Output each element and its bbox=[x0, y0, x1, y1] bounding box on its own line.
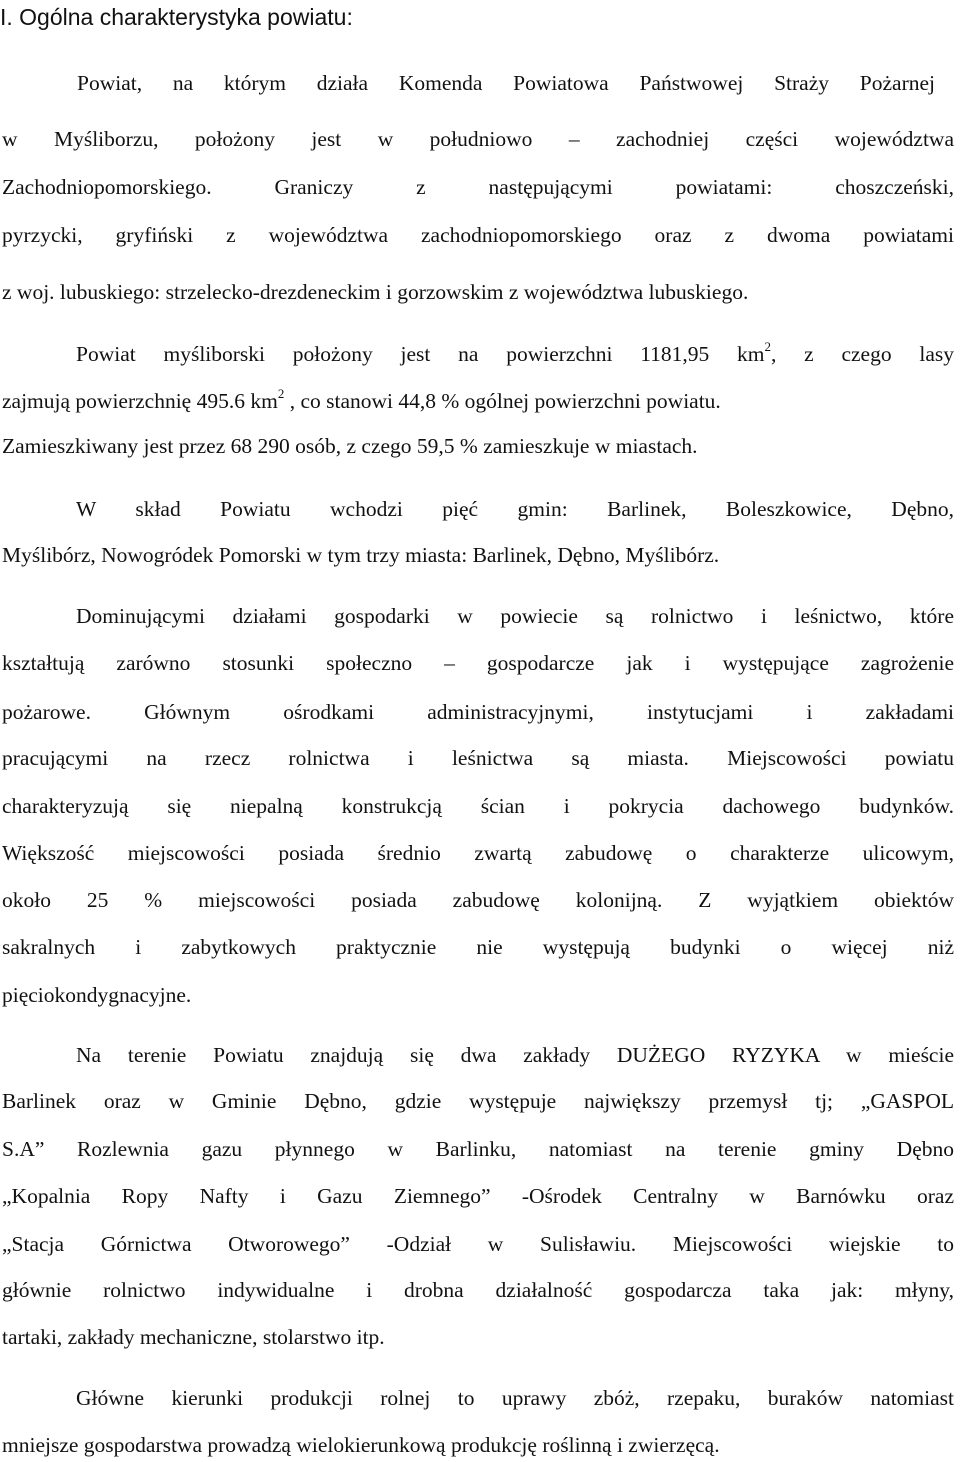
p3-line-2: Myślibórz, Nowogródek Pomorski w tym trzy miasta: Barlinek, Dębno, Myślibórz. bbox=[2, 543, 720, 567]
p6-line-2: mniejsze gospodarstwa prowadzą wielokierunkową produkcję roślinną i zwierzęcą. bbox=[2, 1433, 720, 1457]
p2-line-2-tail: , co stanowi 44,8 % ogólnej powierzchni powiatu. bbox=[284, 389, 721, 413]
p2-line-2-text: zajmują powierzchnię 495.6 km bbox=[2, 389, 278, 413]
p1-line-4: pyrzycki, gryfiński z województwa zachodniopomorskiego oraz z dwoma powiatami bbox=[2, 223, 954, 247]
p5-line-3: S.A” Rozlewnia gazu płynnego w Barlinku, natomiast na terenie gminy Dębno bbox=[2, 1137, 954, 1161]
p4-line-3: pożarowe. Głównym ośrodkami administracyjnymi, instytucjami i zakładami bbox=[2, 700, 954, 724]
p5-line-5: „Stacja Górnictwa Otworowego” -Odział w Sulisławiu. Miejscowości wiejskie to bbox=[2, 1232, 954, 1256]
p1-line-5: z woj. lubuskiego: strzelecko-drezdeneckim i gorzowskim z województwa lubuskiego. bbox=[2, 280, 749, 304]
p5-line-1: Na terenie Powiatu znajdują się dwa zakłady DUŻEGO RYZYKA w mieście bbox=[76, 1043, 954, 1067]
p2-line-3: Zamieszkiwany jest przez 68 290 osób, z czego 59,5 % zamieszkuje w miastach. bbox=[2, 434, 698, 458]
p5-line-6: głównie rolnictwo indywidualne i drobna działalność gospodarcza taka jak: młyny, bbox=[2, 1278, 954, 1302]
p1-line-2: w Myśliborzu, położony jest w południowo – zachodniej części województwa bbox=[2, 127, 954, 151]
p4-line-8: sakralnych i zabytkowych praktycznie nie występują budynki o więcej niż bbox=[2, 935, 954, 959]
p1-line-1: Powiat, na którym działa Komenda Powiatowa Państwowej Straży Pożarnej bbox=[77, 71, 935, 95]
p2-line-1 bbox=[76, 339, 954, 369]
p6-line-1: Główne kierunki produkcji rolnej to uprawy zbóż, rzepaku, buraków natomiast bbox=[76, 1386, 954, 1410]
p2-line-1-tail: , z czego lasy bbox=[771, 342, 954, 366]
p4-line-2: kształtują zarówno stosunki społeczno – gospodarcze jak i występujące zagrożenie bbox=[2, 651, 954, 675]
p4-line-5: charakteryzują się niepalną konstrukcją ścian i pokrycia dachowego budynków. bbox=[2, 794, 954, 818]
p4-line-6: Większość miejscowości posiada średnio zwartą zabudowę o charakterze ulicowym, bbox=[2, 841, 954, 865]
p5-line-7: tartaki, zakłady mechaniczne, stolarstwo itp. bbox=[2, 1325, 385, 1349]
p1-line-3: Zachodniopomorskiego. Graniczy z następującymi powiatami: choszczeński, bbox=[2, 175, 954, 199]
p5-line-2: Barlinek oraz w Gminie Dębno, gdzie występuje największy przemysł tj; „GASPOL bbox=[2, 1089, 954, 1113]
p4-line-7: około 25 % miejscowości posiada zabudowę kolonijną. Z wyjątkiem obiektów bbox=[2, 888, 954, 912]
p4-line-4: pracującymi na rzecz rolnictwa i leśnictwa są miasta. Miejscowości powiatu bbox=[2, 746, 954, 770]
p4-line-9: pięciokondygnacyjne. bbox=[2, 983, 192, 1007]
p5-line-4: „Kopalnia Ropy Nafty i Gazu Ziemnego” -Ośrodek Centralny w Barnówku oraz bbox=[2, 1184, 954, 1208]
superscript-2: 2 bbox=[764, 338, 772, 354]
p2-line-2 bbox=[2, 386, 954, 416]
p3-line-1: W skład Powiatu wchodzi pięć gmin: Barlinek, Boleszkowice, Dębno, bbox=[76, 497, 954, 521]
p2-line-1-text: Powiat myśliborski położony jest na powierzchni 1181,95 km bbox=[76, 342, 765, 366]
superscript-2: 2 bbox=[277, 385, 285, 401]
section-heading: I. Ogólna charakterystyka powiatu: bbox=[0, 4, 353, 30]
p4-line-1: Dominującymi działami gospodarki w powiecie są rolnictwo i leśnictwo, które bbox=[76, 604, 954, 628]
